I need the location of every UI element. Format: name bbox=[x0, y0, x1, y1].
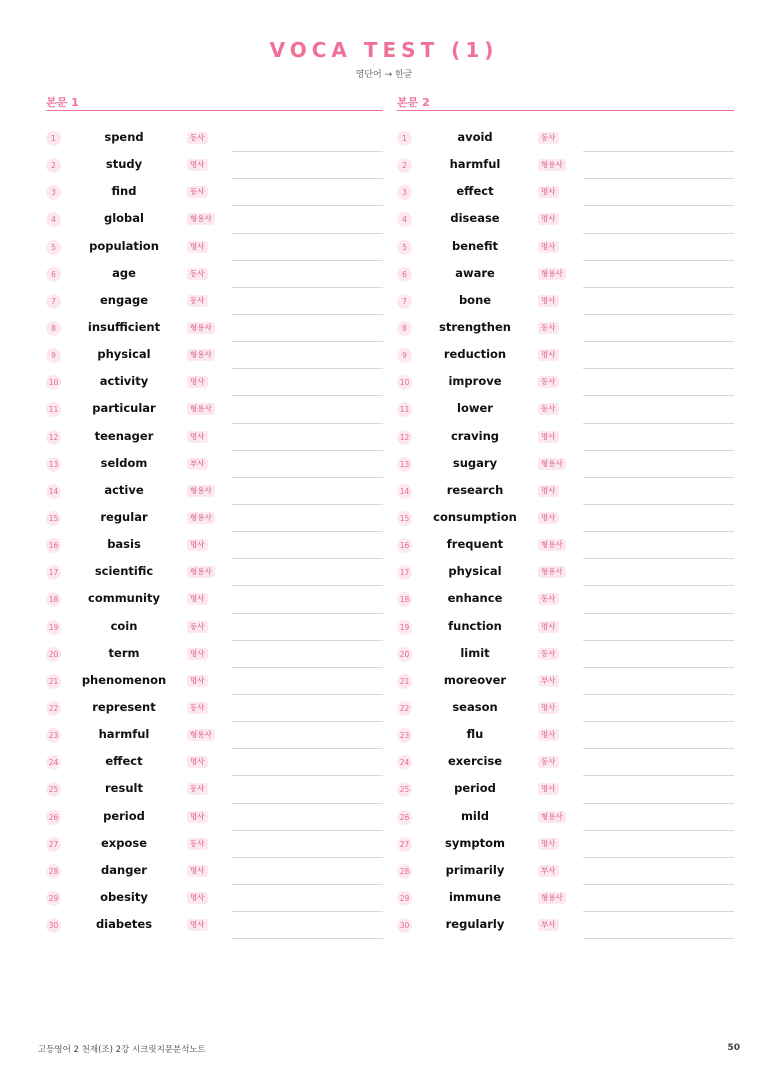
part-of-speech-badge: 명사 bbox=[538, 349, 559, 361]
vocab-row bbox=[46, 641, 383, 668]
part-of-speech-badge: 명사 bbox=[187, 376, 208, 388]
part-of-speech-badge: 명사 bbox=[187, 431, 208, 443]
vocab-word: represent bbox=[92, 699, 156, 714]
vocab-row bbox=[46, 424, 383, 451]
part-of-speech-badge: 동사 bbox=[187, 295, 208, 307]
vocab-word: symptom bbox=[445, 835, 505, 850]
vocab-row bbox=[46, 749, 383, 776]
vocab-word: lower bbox=[457, 401, 493, 416]
part-of-speech-badge: 형용사 bbox=[187, 512, 215, 524]
part-of-speech-badge: 명사 bbox=[538, 186, 559, 198]
vocab-row bbox=[46, 668, 383, 695]
vocab-word: craving bbox=[450, 428, 500, 443]
vocab-word: basis bbox=[107, 537, 141, 552]
item-number-badge: 17 bbox=[46, 565, 61, 580]
vocab-word: seldom bbox=[100, 455, 148, 470]
item-number-badge: 16 bbox=[397, 538, 412, 553]
vocab-row bbox=[46, 722, 383, 749]
item-number-badge: 3 bbox=[46, 185, 61, 200]
item-number-badge: 27 bbox=[397, 837, 412, 852]
item-number-badge: 1 bbox=[46, 131, 61, 146]
item-number-badge: 4 bbox=[397, 212, 412, 227]
part-of-speech-badge: 동사 bbox=[538, 376, 559, 388]
vocab-row bbox=[46, 396, 383, 423]
part-of-speech-badge: 명사 bbox=[538, 838, 559, 850]
part-of-speech-badge: 동사 bbox=[187, 702, 208, 714]
item-number-badge: 20 bbox=[397, 647, 412, 662]
part-of-speech-badge: 명사 bbox=[538, 213, 559, 225]
part-of-speech-badge: 형용사 bbox=[187, 566, 215, 578]
vocab-row bbox=[46, 505, 383, 532]
item-number-badge: 13 bbox=[46, 457, 61, 472]
section-column-2 bbox=[397, 94, 734, 939]
part-of-speech-badge: 명사 bbox=[538, 295, 559, 307]
vocab-word: population bbox=[89, 238, 159, 253]
item-number-badge: 26 bbox=[397, 810, 412, 825]
item-number-badge: 29 bbox=[397, 891, 412, 906]
part-of-speech-badge: 동사 bbox=[187, 186, 208, 198]
part-of-speech-badge: 형용사 bbox=[538, 539, 566, 551]
vocab-word: moreover bbox=[443, 672, 507, 687]
vocab-word: scientific bbox=[94, 564, 154, 579]
page-title: VOCA TEST (1) bbox=[269, 38, 499, 62]
item-number-badge: 11 bbox=[397, 402, 412, 417]
vocab-row bbox=[397, 261, 734, 288]
item-number-badge: 13 bbox=[397, 457, 412, 472]
vocab-word: community bbox=[88, 591, 160, 606]
part-of-speech-badge: 형용사 bbox=[187, 322, 215, 334]
part-of-speech-badge: 명사 bbox=[187, 675, 208, 687]
vocab-word: improve bbox=[448, 374, 502, 389]
section-column-1 bbox=[46, 94, 383, 939]
part-of-speech-badge: 부사 bbox=[538, 675, 559, 687]
vocab-word: avoid bbox=[457, 130, 493, 144]
part-of-speech-badge: 형용사 bbox=[538, 458, 566, 470]
part-of-speech-badge: 부사 bbox=[538, 919, 559, 931]
item-number-badge: 30 bbox=[46, 918, 61, 933]
vocab-row bbox=[46, 288, 383, 315]
part-of-speech-badge: 부사 bbox=[187, 458, 208, 470]
part-of-speech-badge: 동사 bbox=[538, 756, 559, 768]
vocab-word: sugary bbox=[452, 455, 498, 470]
page-subtitle: 영단어 → 한글 bbox=[355, 70, 413, 80]
part-of-speech-badge: 명사 bbox=[187, 648, 208, 660]
footer-book-title: 고등영어 2 천재(조) 2강 시크릿지문분석노트 bbox=[38, 1045, 206, 1055]
item-number-badge: 25 bbox=[397, 782, 412, 797]
vocab-row bbox=[397, 179, 734, 206]
part-of-speech-badge: 형용사 bbox=[538, 268, 566, 280]
vocab-word: period bbox=[454, 781, 496, 796]
part-of-speech-badge: 명사 bbox=[538, 512, 559, 524]
vocab-row bbox=[397, 722, 734, 749]
vocab-word: diabetes bbox=[95, 917, 153, 932]
part-of-speech-badge: 형용사 bbox=[538, 159, 566, 171]
vocab-word: enhance bbox=[447, 591, 503, 606]
vocab-word: flu bbox=[466, 727, 484, 742]
item-number-badge: 9 bbox=[397, 348, 412, 363]
vocab-row bbox=[397, 342, 734, 369]
vocab-word: season bbox=[452, 699, 498, 714]
part-of-speech-badge: 동사 bbox=[538, 593, 559, 605]
vocab-row bbox=[397, 424, 734, 451]
item-number-badge: 28 bbox=[46, 864, 61, 879]
vocab-row bbox=[397, 505, 734, 532]
vocab-row bbox=[397, 152, 734, 179]
vocab-row bbox=[397, 912, 734, 939]
item-number-badge: 5 bbox=[397, 240, 412, 255]
vocab-row bbox=[397, 369, 734, 396]
part-of-speech-badge: 명사 bbox=[538, 702, 559, 714]
vocab-row bbox=[397, 451, 734, 478]
item-number-badge: 5 bbox=[46, 240, 61, 255]
vocab-list bbox=[46, 125, 383, 939]
part-of-speech-badge: 명사 bbox=[187, 892, 208, 904]
vocab-row bbox=[397, 125, 734, 152]
item-number-badge: 6 bbox=[397, 267, 412, 282]
item-number-badge: 29 bbox=[46, 891, 61, 906]
vocab-word: spend bbox=[104, 130, 144, 144]
vocab-row bbox=[397, 288, 734, 315]
item-number-badge: 17 bbox=[397, 565, 412, 580]
part-of-speech-badge: 명사 bbox=[187, 241, 208, 253]
item-number-badge: 9 bbox=[46, 348, 61, 363]
vocab-word: strengthen bbox=[439, 319, 511, 334]
vocab-row bbox=[46, 315, 383, 342]
vocab-word: immune bbox=[448, 889, 502, 904]
vocab-row bbox=[397, 668, 734, 695]
item-number-badge: 7 bbox=[46, 294, 61, 309]
vocab-word: effect bbox=[105, 754, 143, 769]
vocab-word: research bbox=[446, 482, 504, 497]
vocab-row bbox=[46, 858, 383, 885]
vocab-row bbox=[397, 478, 734, 505]
vocab-row bbox=[46, 804, 383, 831]
part-of-speech-badge: 형용사 bbox=[187, 213, 215, 225]
part-of-speech-badge: 동사 bbox=[187, 621, 208, 633]
item-number-badge: 3 bbox=[397, 185, 412, 200]
vocab-row bbox=[46, 695, 383, 722]
vocab-row bbox=[46, 559, 383, 586]
part-of-speech-badge: 명사 bbox=[187, 159, 208, 171]
part-of-speech-badge: 형용사 bbox=[187, 485, 215, 497]
part-of-speech-badge: 동사 bbox=[538, 132, 559, 144]
item-number-badge: 22 bbox=[397, 701, 412, 716]
vocab-row bbox=[397, 234, 734, 261]
vocab-row bbox=[46, 912, 383, 939]
vocab-row bbox=[46, 179, 383, 206]
vocab-row bbox=[46, 831, 383, 858]
vocab-word: effect bbox=[456, 184, 494, 199]
item-number-badge: 28 bbox=[397, 864, 412, 879]
vocab-word: physical bbox=[448, 564, 502, 579]
vocab-row bbox=[46, 478, 383, 505]
vocab-word: frequent bbox=[446, 537, 504, 552]
item-number-badge: 12 bbox=[46, 430, 61, 445]
vocab-word: particular bbox=[92, 401, 156, 416]
vocab-row bbox=[397, 831, 734, 858]
item-number-badge: 11 bbox=[46, 402, 61, 417]
vocab-word: harmful bbox=[449, 157, 501, 172]
item-number-badge: 21 bbox=[397, 674, 412, 689]
vocab-word: study bbox=[105, 157, 143, 172]
vocab-row bbox=[46, 342, 383, 369]
vocab-row bbox=[397, 695, 734, 722]
item-number-badge: 26 bbox=[46, 810, 61, 825]
item-number-badge: 16 bbox=[46, 538, 61, 553]
vocab-row bbox=[46, 206, 383, 233]
item-number-badge: 15 bbox=[46, 511, 61, 526]
vocab-row bbox=[397, 206, 734, 233]
vocab-row bbox=[46, 776, 383, 803]
answer-line[interactable] bbox=[583, 938, 734, 939]
part-of-speech-badge: 형용사 bbox=[187, 403, 215, 415]
item-number-badge: 24 bbox=[46, 755, 61, 770]
item-number-badge: 4 bbox=[46, 212, 61, 227]
vocab-word: term bbox=[108, 645, 140, 660]
vocab-word: period bbox=[103, 808, 145, 823]
vocab-row bbox=[397, 315, 734, 342]
part-of-speech-badge: 동사 bbox=[187, 838, 208, 850]
part-of-speech-badge: 형용사 bbox=[538, 811, 566, 823]
vocab-row bbox=[397, 804, 734, 831]
vocab-row bbox=[46, 369, 383, 396]
vocab-row bbox=[46, 532, 383, 559]
item-number-badge: 24 bbox=[397, 755, 412, 770]
page-number: 50 bbox=[727, 1043, 740, 1053]
part-of-speech-badge: 형용사 bbox=[187, 729, 215, 741]
vocab-word: mild bbox=[460, 808, 490, 823]
part-of-speech-badge: 형용사 bbox=[187, 349, 215, 361]
answer-line[interactable] bbox=[232, 938, 383, 939]
part-of-speech-badge: 명사 bbox=[187, 811, 208, 823]
vocab-row bbox=[397, 396, 734, 423]
vocab-word: regularly bbox=[445, 917, 505, 932]
vocab-word: age bbox=[112, 265, 136, 280]
vocab-word: limit bbox=[460, 645, 490, 660]
vocab-word: regular bbox=[100, 509, 148, 524]
part-of-speech-badge: 형용사 bbox=[538, 892, 566, 904]
part-of-speech-badge: 명사 bbox=[538, 431, 559, 443]
vocab-word: exercise bbox=[447, 754, 503, 769]
part-of-speech-badge: 명사 bbox=[187, 919, 208, 931]
vocab-word: engage bbox=[99, 292, 148, 307]
item-number-badge: 8 bbox=[46, 321, 61, 336]
item-number-badge: 30 bbox=[397, 918, 412, 933]
part-of-speech-badge: 명사 bbox=[187, 539, 208, 551]
vocab-row bbox=[46, 152, 383, 179]
item-number-badge: 8 bbox=[397, 321, 412, 336]
vocab-list bbox=[397, 125, 734, 939]
part-of-speech-badge: 동사 bbox=[187, 132, 208, 144]
vocab-word: consumption bbox=[433, 509, 517, 524]
vocab-row bbox=[46, 614, 383, 641]
vocab-word: coin bbox=[110, 618, 138, 633]
vocab-word: insufficient bbox=[87, 319, 161, 334]
item-number-badge: 18 bbox=[46, 592, 61, 607]
vocab-word: aware bbox=[455, 265, 495, 280]
part-of-speech-badge: 동사 bbox=[187, 783, 208, 795]
vocab-row bbox=[46, 586, 383, 613]
part-of-speech-badge: 명사 bbox=[538, 783, 559, 795]
item-number-badge: 23 bbox=[46, 728, 61, 743]
vocab-row bbox=[397, 641, 734, 668]
item-number-badge: 14 bbox=[397, 484, 412, 499]
part-of-speech-badge: 동사 bbox=[187, 268, 208, 280]
item-number-badge: 15 bbox=[397, 511, 412, 526]
part-of-speech-badge: 동사 bbox=[538, 403, 559, 415]
vocab-word: disease bbox=[450, 211, 500, 226]
item-number-badge: 19 bbox=[46, 620, 61, 635]
section-heading: 본문 2 bbox=[397, 94, 734, 111]
item-number-badge: 14 bbox=[46, 484, 61, 499]
item-number-badge: 7 bbox=[397, 294, 412, 309]
vocab-row bbox=[46, 234, 383, 261]
vocab-word: result bbox=[105, 781, 143, 796]
part-of-speech-badge: 형용사 bbox=[538, 566, 566, 578]
vocab-word: phenomenon bbox=[81, 672, 167, 687]
vocab-row bbox=[397, 586, 734, 613]
vocab-word: danger bbox=[101, 862, 147, 877]
vocab-word: obesity bbox=[100, 889, 148, 904]
vocab-word: benefit bbox=[451, 238, 499, 253]
vocab-row bbox=[397, 885, 734, 912]
part-of-speech-badge: 동사 bbox=[538, 648, 559, 660]
vocab-word: expose bbox=[101, 835, 147, 850]
item-number-badge: 22 bbox=[46, 701, 61, 716]
part-of-speech-badge: 명사 bbox=[538, 621, 559, 633]
vocab-row bbox=[46, 261, 383, 288]
vocab-word: active bbox=[104, 482, 144, 497]
item-number-badge: 21 bbox=[46, 674, 61, 689]
item-number-badge: 2 bbox=[46, 158, 61, 173]
part-of-speech-badge: 명사 bbox=[187, 865, 208, 877]
vocab-row bbox=[397, 749, 734, 776]
item-number-badge: 23 bbox=[397, 728, 412, 743]
vocab-word: harmful bbox=[98, 727, 150, 742]
vocab-row bbox=[397, 858, 734, 885]
item-number-badge: 6 bbox=[46, 267, 61, 282]
vocab-word: bone bbox=[458, 292, 492, 307]
vocab-word: physical bbox=[97, 347, 151, 362]
item-number-badge: 1 bbox=[397, 131, 412, 146]
vocab-word: global bbox=[103, 211, 144, 226]
part-of-speech-badge: 명사 bbox=[187, 593, 208, 605]
vocab-row bbox=[397, 614, 734, 641]
item-number-badge: 2 bbox=[397, 158, 412, 173]
part-of-speech-badge: 동사 bbox=[538, 322, 559, 334]
vocab-word: activity bbox=[99, 374, 149, 389]
item-number-badge: 10 bbox=[397, 375, 412, 390]
vocab-row bbox=[46, 451, 383, 478]
vocab-word: find bbox=[111, 184, 137, 199]
vocab-row bbox=[397, 532, 734, 559]
vocab-word: primarily bbox=[445, 862, 505, 877]
vocab-row bbox=[397, 559, 734, 586]
item-number-badge: 20 bbox=[46, 647, 61, 662]
item-number-badge: 19 bbox=[397, 620, 412, 635]
vocab-row bbox=[46, 125, 383, 152]
part-of-speech-badge: 명사 bbox=[187, 756, 208, 768]
item-number-badge: 10 bbox=[46, 375, 61, 390]
part-of-speech-badge: 명사 bbox=[538, 485, 559, 497]
part-of-speech-badge: 명사 bbox=[538, 729, 559, 741]
vocab-word: function bbox=[448, 618, 502, 633]
item-number-badge: 18 bbox=[397, 592, 412, 607]
vocab-word: reduction bbox=[443, 347, 507, 362]
vocab-row bbox=[46, 885, 383, 912]
part-of-speech-badge: 명사 bbox=[538, 241, 559, 253]
part-of-speech-badge: 부사 bbox=[538, 865, 559, 877]
section-heading: 본문 1 bbox=[46, 94, 383, 111]
item-number-badge: 12 bbox=[397, 430, 412, 445]
item-number-badge: 27 bbox=[46, 837, 61, 852]
item-number-badge: 25 bbox=[46, 782, 61, 797]
vocab-row bbox=[397, 776, 734, 803]
vocab-word: teenager bbox=[94, 428, 154, 443]
